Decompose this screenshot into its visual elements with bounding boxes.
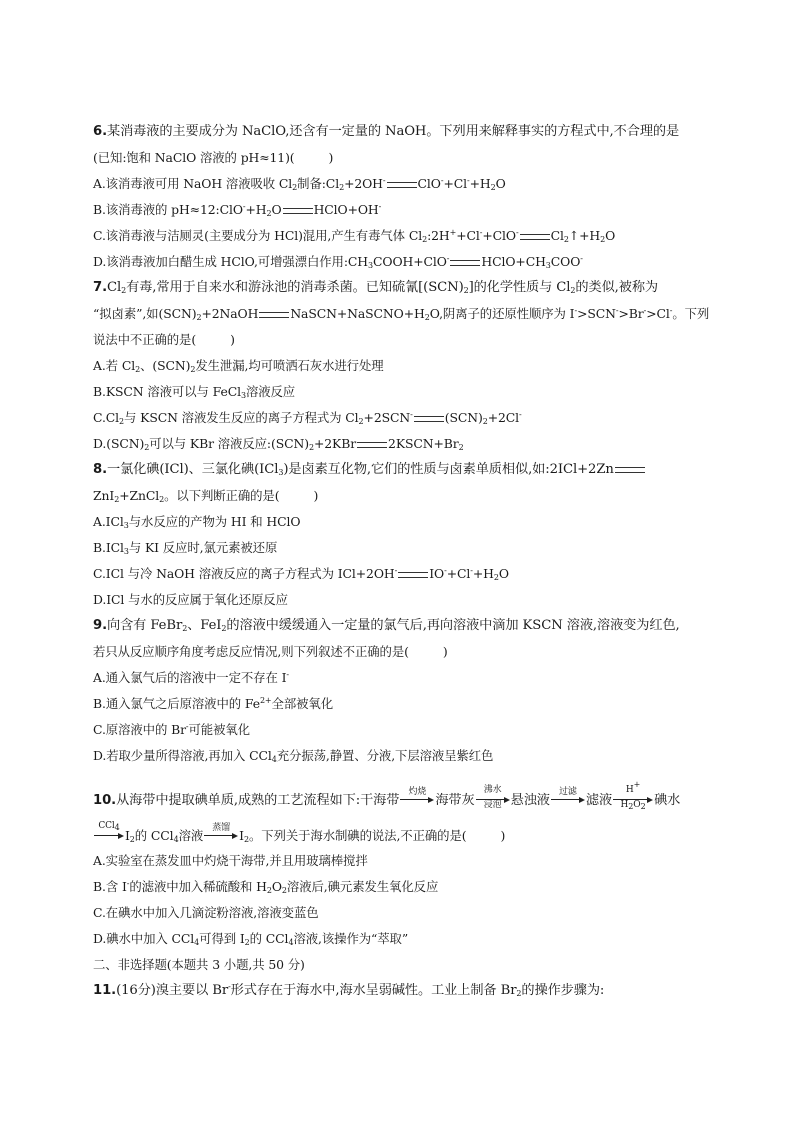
process-arrow: 沸水 浸泡 [476,790,510,804]
equals-sign [450,260,480,266]
equals-sign [414,416,444,422]
q8-option-b: B.ICl$_3$与 KI 反应时,氯元素被还原 [93,540,278,556]
q6-option-b: B.该消毒液的 $pH\approx 12:ClO^-+H_2O$ HClO+OH- [93,202,382,218]
q10-stem-line2: CCl$_4$ $I_2$的 CCl$_4$溶液 蒸馏 $I_2$。下列关于海水制碘的说法,不正确的是( ) [93,826,723,845]
equals-sign [615,467,645,473]
reversible-sign [283,208,313,214]
q6-option-d: D.该消毒液加白醋生成 HClO,可增强漂白作用$:CH_3COOH+ClO^-$ $HClO+CH_3COO^-$ [93,254,583,270]
q10-option-c: C.在碘水中加入几滴淀粉溶液,溶液变蓝色 [93,905,319,920]
q8-option-a: A.ICl$_3$与水反应的产物为 HI 和 HClO [93,514,301,530]
q9-stem-line1: 9.向含有 FeBr$_2$、FeI$_2$的溶液中缓缓通入一定量的氯气后,再向溶液中滴加 KSCN 溶液,溶液变为红色, [93,618,680,633]
q8-stem-line2: ZnI$_2$+ZnCl$_2$。以下判断正确的是( ) [93,488,319,504]
process-arrow: 灼烧 [400,790,434,804]
q10-option-b: B.含 I-的滤液中加入稀硫酸和 $H_2O_2$溶液后,碘元素发生氧化反应 [93,879,439,895]
q7-option-b: B.KSCN 溶液可以与 FeCl$_3$溶液反应 [93,384,296,400]
q10-option-a: A.实验室在蒸发皿中灼烧干海带,并且用玻璃棒搅拌 [93,853,368,868]
process-arrow: $\frac{H^+}{H_2O_2}$ [613,790,653,804]
q7-stem-line1: $7.Cl_2$有毒,常用于自来水和游泳池的消毒杀菌。已知硫氰$[(SCN)_2]$的化学性质与 $Cl_2$的类似,被称为 [93,280,659,295]
section-heading: 二、非选择题(本题共 3 小题,共 50 分) [93,957,305,972]
q9-option-d: D.若取少量所得溶液,再加入 CCl$_4$充分振荡,静置、分液,下层溶液呈紫红色 [93,748,494,764]
question-number: 11. [93,983,117,998]
q7-option-d: $D.(SCN)_2$可以与 KBr 溶液反应$:(SCN)_2+2KBr$ $2KSCN+Br_2$ [93,436,464,452]
equals-sign [259,312,289,318]
equals-sign [357,442,387,448]
process-arrow: CCl$_4$ [94,826,124,840]
q6-stem-line1: 6.某消毒液的主要成分为 NaClO,还含有一定量的 NaOH。下列用来解释事实的方程式中,不合理的是 [93,124,680,139]
question-number: 7. [93,280,107,295]
equals-sign [520,234,550,240]
q8-option-d: D.ICl 与水的反应属于氧化还原反应 [93,592,288,607]
process-arrow: 过滤 [551,790,585,804]
q9-option-c: C.原溶液中的 Br-可能被氧化 [93,722,250,737]
q11-stem-line1: 11.(16分)溴主要以 Br-形式存在于海水中,海水呈弱碱性。工业上制备 $Br_2$的操作步骤为: [93,982,605,998]
q9-stem-line2: 若只从反应顺序角度考虑反应情况,则下列叙述不正确的是( ) [93,644,448,659]
question-number: 8. [93,462,107,477]
q7-option-c: $C.Cl_2$与 KSCN 溶液发生反应的离子方程式为 $Cl_2+2SCN^-$ $(SCN)_2+2Cl^-$ [93,410,522,426]
question-number: 10. [93,793,117,808]
equals-sign [387,182,417,188]
q7-option-a: A.若 $Cl_2$、$(SCN)_2$发生泄漏,均可喷洒石灰水进行处理 [93,358,384,374]
q10-stem-line1: 10.从海带中提取碘单质,成熟的工艺流程如下:干海带 灼烧 海带灰 沸水 浸泡 悬浊液 过滤 滤液 $\frac{H^+}{H_2O_2}$ 碘水 [93,780,681,811]
q6-option-a: A.该消毒液可用 NaOH 溶液吸收 $Cl_2$制备$:Cl_2+2OH^-$ $ClO^-+Cl^-+H_2O$ [93,176,506,192]
q10-option-d: D.碘水中加入 CCl$_4$可得到 $I_2$的 CCl$_4$溶液,该操作为“萃取” [93,931,409,947]
q7-stem-line2: “拟卤素”,如$(SCN)_2+2NaOH$ $NaSCN+NaSCNO+H_2O$,阴离子的还原性顺序为 I->SCN->Br->Cl-。下列 [93,306,710,322]
q9-option-a: A.通入氯气后的溶液中一定不存在 I- [93,670,289,685]
q6-stem-line2: (已知:饱和 NaClO 溶液的 pH≈11)( ) [93,150,334,165]
q7-stem-line3: 说法中不正确的是( ) [93,332,235,347]
question-number: 6. [93,124,107,139]
q8-option-c: C.ICl 与冷 NaOH 溶液反应的离子方程式为 ICl+2OH- $IO^-+Cl^-+H_2O$ [93,566,509,582]
question-number: 9. [93,618,107,633]
q6-option-c: C.该消毒液与洁厕灵(主要成分为 HCl)混用,产生有毒气体 $Cl_2:2H^++Cl^-+ClO^-$ $Cl_2↑+H_2O$ [93,228,616,244]
q8-stem-line1: 8.一氯化碘(ICl)、三氯化碘(ICl$_3$)是卤素互化物,它们的性质与卤素单质相似,如:2ICl+2Zn [93,461,723,479]
process-arrow: 蒸馏 [204,826,238,840]
equals-sign [398,572,428,578]
q9-option-b: B.通入氯气之后原溶液中的 $Fe^{2+}$全部被氧化 [93,696,333,711]
